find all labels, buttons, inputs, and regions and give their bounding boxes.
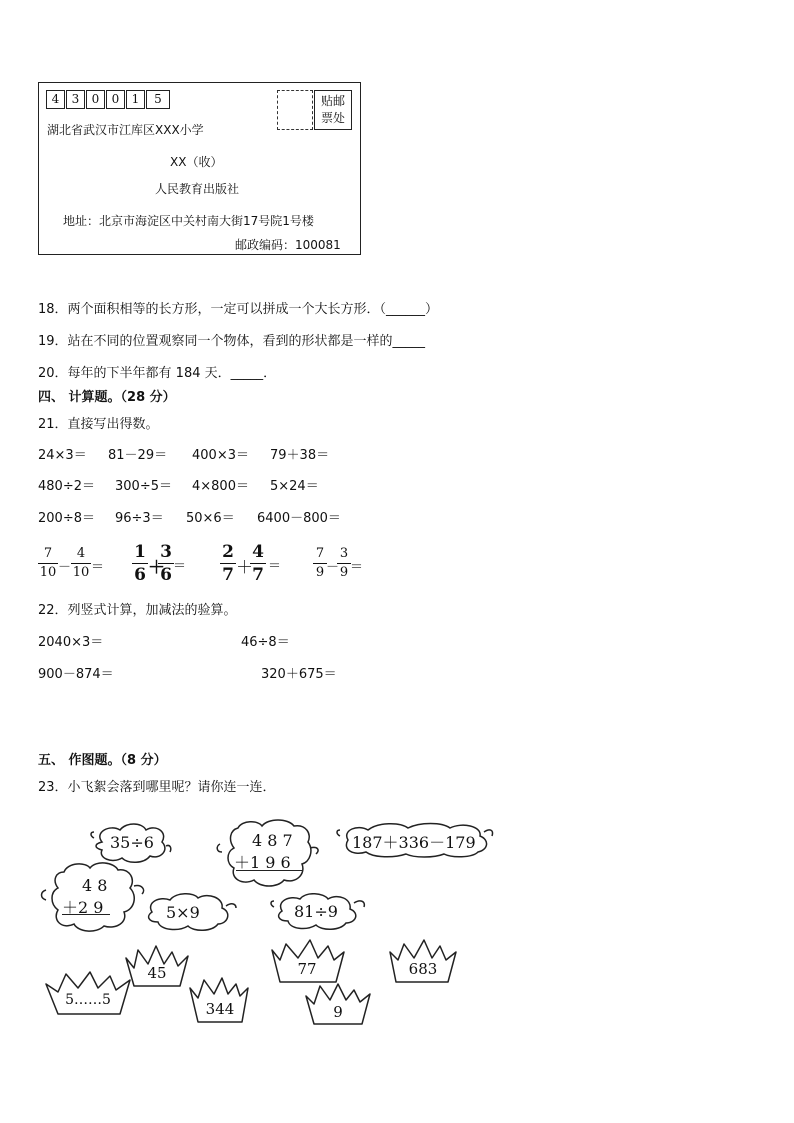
calc-item: 50×6＝	[186, 511, 235, 526]
crown-answer-344[interactable]: 344	[205, 1000, 235, 1018]
vertical-calc-item: 2040×3＝	[38, 635, 104, 650]
vertical-calc-item: 320＋675＝	[261, 667, 337, 682]
cloud-addend-487[interactable]: 4 8 7	[252, 831, 293, 850]
recipient: XX（收）	[170, 155, 223, 169]
denominator: 7	[252, 565, 264, 585]
operator: －	[58, 560, 72, 575]
calc-item: 480÷2＝	[38, 479, 95, 494]
calc-item: 5×24＝	[270, 479, 319, 494]
numerator: 7	[315, 546, 325, 561]
equals-sign: ＝	[268, 559, 282, 574]
calc-item: 6400－800＝	[257, 511, 341, 526]
numerator: 3	[339, 546, 349, 561]
question-23-title: 23．小飞絮会落到哪里呢？请你连一连．	[38, 780, 276, 795]
calc-item: 400×3＝	[192, 448, 249, 463]
question-21-title: 21．直接写出得数。	[38, 417, 159, 432]
section-4-heading: 四、 计算题。（28 分）	[38, 390, 176, 405]
cloud-81-div-9[interactable]: 81÷9	[294, 902, 338, 921]
vertical-calc-item: 900－874＝	[38, 667, 114, 682]
calc-item: 24×3＝	[38, 448, 87, 463]
denominator: 7	[222, 565, 234, 585]
question-19: 19．站在不同的位置观察同一个物体，看到的形状都是一样的_____	[38, 334, 426, 349]
vertical-calc-line	[236, 870, 302, 871]
postcode: 邮政编码：100081	[235, 238, 341, 252]
crown-answer-5-r-5[interactable]: 5……5	[65, 992, 111, 1008]
stamp-label-line2: 票处	[320, 111, 345, 125]
question-18: 18．两个面积相等的长方形，一定可以拼成一个大长方形．（______）	[38, 302, 439, 317]
cloud-addend-196[interactable]: ＋1 9 6	[234, 853, 291, 872]
publisher: 人民教育出版社	[155, 182, 240, 196]
denominator: 10	[72, 565, 90, 580]
denominator: 10	[39, 565, 57, 580]
crown-answer-45[interactable]: 45	[147, 964, 167, 982]
question-20: 20．每年的下半年都有 184 天．_____．	[38, 366, 277, 381]
operator: －	[326, 560, 340, 575]
denominator: 6	[134, 565, 146, 585]
envelope	[38, 82, 361, 255]
denominator: 9	[339, 565, 349, 580]
cloud-addend-48[interactable]: 4 8	[82, 876, 108, 895]
numerator: 7	[43, 546, 53, 561]
operator: ＋	[236, 558, 253, 578]
zip-digit: 0	[106, 90, 125, 109]
cloud-mixed-expression[interactable]: 187＋336－179	[352, 833, 476, 852]
crown-answer-683[interactable]: 683	[408, 960, 438, 978]
cloud-addend-29[interactable]: ＋2 9	[62, 898, 104, 917]
vertical-calc-line	[62, 914, 110, 915]
calc-item: 81－29＝	[108, 448, 168, 463]
crown-answer-77[interactable]: 77	[297, 960, 317, 978]
denominator: 6	[160, 565, 172, 585]
equals-sign: ＝	[173, 559, 187, 574]
vertical-calc-item: 46÷8＝	[241, 635, 290, 650]
sender-address: 湖北省武汉市江库区XXX小学	[47, 123, 204, 137]
operator: ＋	[148, 558, 165, 578]
stamp-label-line1: 贴邮	[320, 94, 345, 108]
zip-digit: 1	[126, 90, 145, 109]
publisher-address: 地址：北京市海淀区中关村南大街17号院1号楼	[63, 214, 314, 228]
zip-digit: 4	[46, 90, 65, 109]
cloud-35-div-6[interactable]: 35÷6	[110, 833, 154, 852]
zip-digit: 5	[146, 90, 170, 109]
cloud-5-times-9[interactable]: 5×9	[166, 903, 200, 922]
numerator: 4	[252, 542, 264, 562]
question-22-title: 22．列竖式计算，加减法的验算。	[38, 603, 237, 618]
calc-item: 300÷5＝	[115, 479, 172, 494]
numerator: 4	[76, 546, 86, 561]
stamp-label	[314, 90, 352, 130]
numerator: 3	[160, 542, 172, 562]
crown-answer-9[interactable]: 9	[333, 1003, 343, 1021]
denominator: 9	[315, 565, 325, 580]
equals-sign: ＝	[350, 560, 364, 575]
calc-item: 79＋38＝	[270, 448, 330, 463]
calc-item: 96÷3＝	[115, 511, 164, 526]
calc-item: 4×800＝	[192, 479, 249, 494]
numerator: 1	[134, 542, 146, 562]
section-5-heading: 五、 作图题。（8 分）	[38, 753, 167, 768]
calc-item: 200÷8＝	[38, 511, 95, 526]
numerator: 2	[222, 542, 234, 562]
stamp-placeholder	[277, 90, 313, 130]
equals-sign: ＝	[91, 560, 105, 575]
zip-digit: 0	[86, 90, 105, 109]
zip-digit: 3	[66, 90, 85, 109]
